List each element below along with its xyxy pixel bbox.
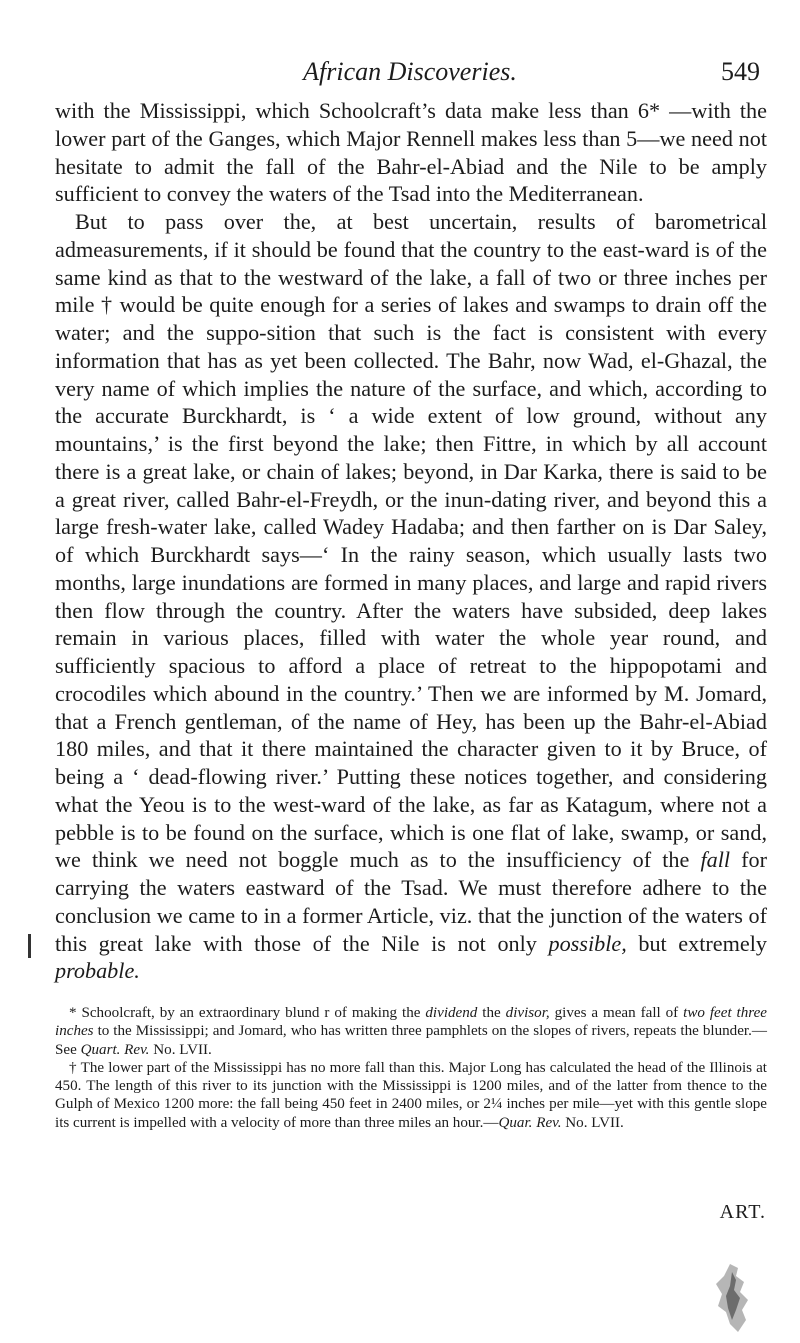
footnotes	[55, 1004, 767, 1132]
paragraph-1: with the Mississippi, which Schoolcraft’s data make less than 6* —with the lower part of the Ganges, which Major Rennell makes less than 5—we need not hesitate to admit the fall of the Bahr-el-Abiad and the Nile to be amply sufficient to convey the waters of the Tsad into the Mediterranean.	[55, 98, 767, 207]
footnote-1: * Schoolcraft, by an extraordinary blund r of making the dividend the divisor, gives a mean fall of two feet three inches to the Mississippi; and Jomard, who has written three pamphlets on the slopes of rivers, repeats the blunder.—See Quart. Rev. No. LVII.	[55, 1005, 767, 1058]
ink-stain	[700, 1262, 770, 1334]
page-number: 549	[721, 57, 760, 86]
margin-mark	[28, 934, 31, 958]
footnote-2: † The lower part of the Mississippi has no more fall than this. Major Long has calculated the head of the Illinois at 450. The length of this river to its junction with the Mississippi is 1200 miles, and of the latter from thence to the Gulph of Mexico 1200 more: the fall being 450 feet in 2400 miles, or 2¼ inches per mile—yet with this gentle slope its current is impelled with a velocity of more than three miles an hour.—Quar. Rev. No. LVII.	[55, 1059, 767, 1131]
body-text	[55, 97, 767, 985]
paragraph-2: But to pass over the, at best uncertain, results of barometrical admeasurements, if it should be found that the country to the east-ward is of the same kind as that to the westward of the lake, a fall of two or three inches per mile † would be quite enough for a series of lakes and swamps to drain off the water; and the suppo-sition that such is the fact is consistent with every information that has as yet been collected. The Bahr, now Wad, el-Ghazal, the very name of which implies the nature of the surface, and which, according to the accurate Burckhardt, is ‘ a wide extent of low ground, without any mountains,’ is the first beyond the lake; then Fittre, in which by all account there is a great lake, or chain of lakes; beyond, in Dar Karka, there is said to be a great river, called Bahr-el-Freydh, or the inun-dating river, and beyond this a large fresh-water lake, called Wadey Hadaba; and then farther on is Dar Saley, of which Burckhardt says—‘ In the rainy season, which usually lasts two months, large inundations are formed in many places, and large and rapid rivers then flow through the country. After the waters have subsided, deep lakes remain in various places, filled with water the whole year round, and sufficiently spacious to afford a place of retreat to the hippopotami and crocodiles which abound in the country.’ Then we are informed by M. Jomard, that a French gentleman, of the name of Hey, has been up the Bahr-el-Abiad 180 miles, and that it there maintained the character given to it by Bruce, of being a ‘ dead-flowing river.’ Putting these notices together, and considering what the Yeou is to the west-ward of the lake, as far as Katagum, where not a pebble is to be found on the surface, which is one flat of lake, swamp, or sand, we think we need not boggle much as to the insufficiency of the fall for carrying the waters eastward of the Tsad. We must therefore adhere to the conclusion we came to in a former Article, viz. that the junction of the waters of this great lake with those of the Nile is not only possible, but extremely probable.	[55, 209, 768, 984]
running-title: African Discoveries.	[303, 57, 517, 86]
catchword: ART.	[719, 1201, 766, 1223]
running-head	[60, 56, 760, 88]
